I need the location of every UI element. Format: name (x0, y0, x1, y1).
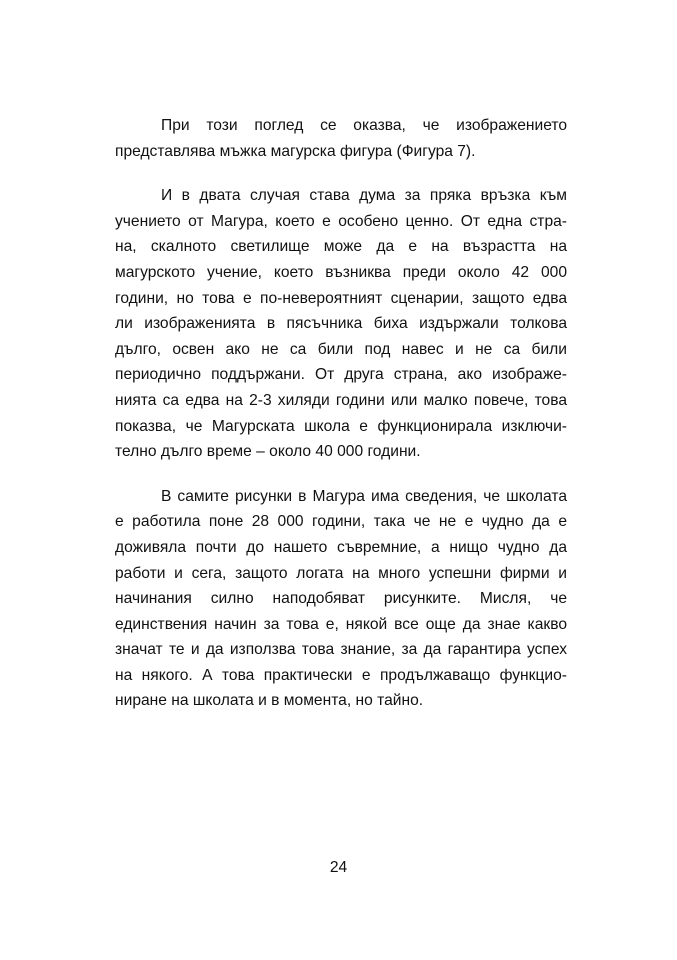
text-line: значат те и да използва това знание, за да гарантира успех (115, 641, 567, 659)
paragraph-3 (115, 484, 567, 714)
text-line: учението от Магура, което е особено ценно. От една стра- (115, 212, 567, 230)
page-number: 24 (329, 859, 348, 876)
text-line: е работила поне 28 000 години, така че не е чудно да е (115, 513, 567, 531)
text-line: магурското учение, което възниква преди около 42 000 (115, 263, 567, 281)
text-line: доживяла почти до нашето съвремние, а нищо чудно да (115, 538, 567, 556)
text-line: И в двата случая става дума за пряка връзка към (161, 187, 567, 205)
text-line: ли изображенията в пясъчника биха издържали толкова (115, 315, 567, 333)
text-line: ниране на школата и в момента, но тайно. (115, 692, 424, 710)
text-line: начинания силно наподобяват рисунките. Мисля, че (115, 590, 567, 608)
text-line: представлява мъжка магурска фигура (Фигура 7). (115, 142, 476, 160)
text-line: на някого. А това практически е продължаващо функцио- (115, 666, 567, 684)
body-text (115, 113, 567, 733)
text-line: В самите рисунки в Магура има сведения, че школата (161, 487, 567, 505)
text-line: на, скалното светилище може да е на възрастта на (115, 238, 567, 256)
paragraph-2 (115, 183, 567, 465)
text-line: нията са едва на 2-3 хиляди години или малко повече, това (115, 391, 567, 409)
text-line: години, но това е по-невероятният сценарии, защото едва (115, 289, 567, 307)
text-line: периодично поддържани. От друга страна, ако изображе- (115, 366, 567, 384)
text-line: показва, че Магурската школа е функционирала изключи- (115, 417, 567, 435)
text-line: телно дълго време – около 40 000 години. (115, 443, 421, 461)
text-line: дълго, освен ако не са били под навес и не са били (115, 340, 567, 358)
text-line: работи и сега, защото логата на много успешни фирми и (115, 564, 567, 582)
paragraph-1 (115, 113, 567, 164)
text-line: При този поглед се оказва, че изображението (161, 117, 567, 134)
text-line: единствения начин за това е, някой все още да знае какво (115, 615, 567, 633)
